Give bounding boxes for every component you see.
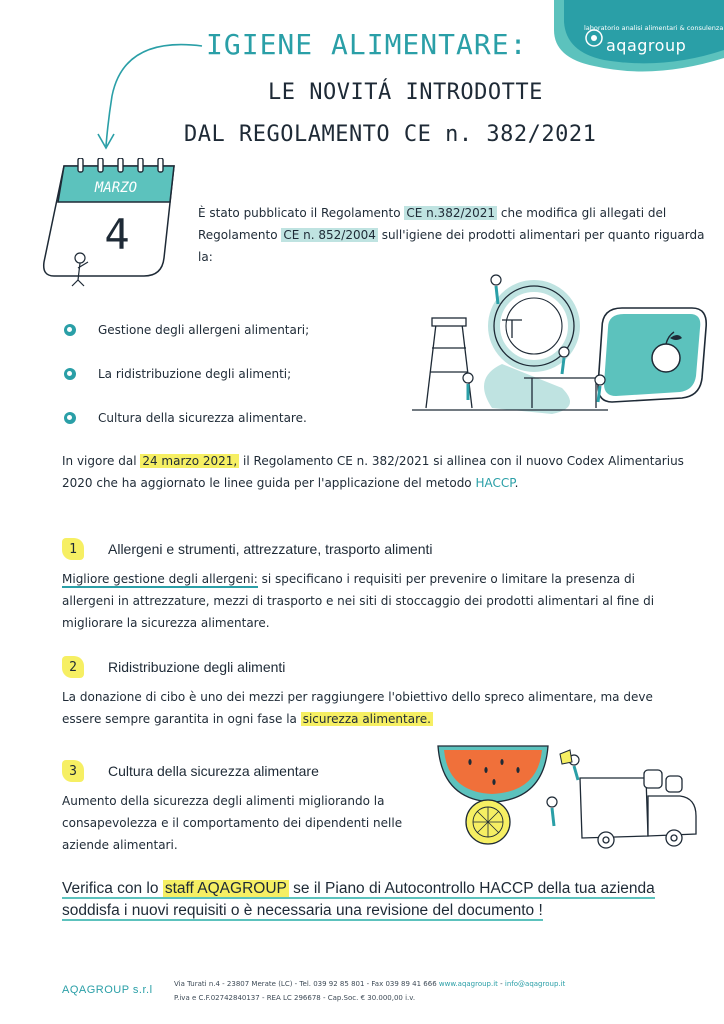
list-item bbox=[64, 362, 404, 386]
footer-separator: - bbox=[497, 980, 505, 988]
regulation-highlight-2: CE n. 852/2004 bbox=[283, 228, 376, 242]
curved-arrow-icon bbox=[84, 36, 214, 156]
intro-text-3: sull'igiene dei prodotti alimentari per quanto riguarda la: bbox=[198, 228, 705, 264]
cta-text-2: se il Piano di Autocontrollo HACCP della tua azienda soddisfa i nuovi requisiti o è necessaria una revisione del documento ! bbox=[62, 880, 655, 919]
footer-address bbox=[174, 980, 565, 988]
section-number-badge: 1 bbox=[62, 538, 84, 560]
section-title: Ridistribuzione degli alimenti bbox=[108, 659, 286, 675]
section-1-text: si specificano i requisiti per prevenire o limitare la presenza di allergeni in attrezzature, mezzi di trasporto e nei siti di stoccaggio dei prodotti alimentari al fine di migliorare la sicurezza alimentare. bbox=[62, 572, 655, 630]
footer-legal: P.iva e C.F.02742840137 - REA LC 296678 - Cap.Soc. € 30.000,00 i.v. bbox=[174, 994, 416, 1002]
footer-website-link[interactable]: www.aqagroup.it bbox=[438, 980, 498, 988]
bullet-icon bbox=[64, 412, 76, 424]
section-title: Allergeni e strumenti, attrezzature, trasporto alimenti bbox=[108, 541, 433, 557]
section-number-badge: 3 bbox=[62, 760, 84, 782]
food-safety-highlight: sicurezza alimentare. bbox=[302, 712, 431, 726]
intro-text-2: che modifica gli allegati del Regolamento bbox=[198, 206, 667, 242]
footer-address-text: Via Turati n.4 - 23807 Merate (LC) - Tel. 039 92 85 801 - Fax 039 89 41 666 bbox=[174, 980, 439, 988]
list-item-label: Gestione degli allergeni alimentari; bbox=[98, 323, 310, 337]
section-title: Cultura della sicurezza alimentare bbox=[108, 763, 319, 779]
call-to-action bbox=[62, 878, 672, 922]
page-title: IGIENE ALIMENTARE: bbox=[206, 28, 528, 61]
topics-list bbox=[64, 318, 404, 450]
bullet-icon bbox=[64, 368, 76, 380]
bullet-icon bbox=[64, 324, 76, 336]
intro-paragraph bbox=[198, 202, 708, 268]
logo-name: aqagroup bbox=[606, 36, 687, 55]
section-2-body bbox=[62, 686, 690, 730]
vigore-text-3: . bbox=[514, 476, 519, 490]
page-subtitle-line1: LE NOVITÁ INTRODOTTE bbox=[268, 80, 543, 105]
section-3-heading bbox=[62, 760, 319, 782]
section-1-heading bbox=[62, 538, 432, 560]
footer-email-link[interactable]: info@aqagroup.it bbox=[504, 980, 566, 988]
list-item-label: La ridistribuzione degli alimenti; bbox=[98, 367, 292, 381]
list-item-label: Cultura della sicurezza alimentare. bbox=[98, 411, 307, 425]
page-subtitle-line2: DAL REGOLAMENTO CE n. 382/2021 bbox=[184, 122, 597, 147]
staff-highlight: staff AQAGROUP bbox=[164, 880, 287, 897]
section-number-badge: 2 bbox=[62, 656, 84, 678]
footer-company-name: AQAGROUP s.r.l bbox=[62, 984, 153, 996]
section-3-body bbox=[62, 790, 432, 856]
watermelon-truck-illustration-icon bbox=[430, 740, 710, 850]
cta-text-1: Verifica con lo bbox=[62, 880, 163, 897]
section-1-body bbox=[62, 568, 690, 634]
section-1-lead: Migliore gestione degli allergeni: bbox=[62, 572, 258, 586]
calendar-month: MARZO bbox=[94, 180, 138, 196]
section-2-text: La donazione di cibo è uno dei mezzi per raggiungere l'obiettivo dello spreco alimentare, ma deve essere sempre garantita in ogni fase la bbox=[62, 690, 653, 726]
section-3-text: Aumento della sicurezza degli alimenti migliorando la consapevolezza e il comportamento dei dipendenti nelle aziende alimentari. bbox=[62, 794, 403, 852]
vigore-text-1: In vigore dal bbox=[62, 454, 141, 468]
regulation-highlight-1: CE n.382/2021 bbox=[406, 206, 496, 220]
vigore-text-2: il Regolamento CE n. 382/2021 si allinea con il nuovo Codex Alimentarius 2020 che ha aggiornato le linee guida per l'applicazione del metodo bbox=[62, 454, 684, 490]
section-2-heading bbox=[62, 656, 285, 678]
logo-tagline: laboratorio analisi alimentari & consulenza bbox=[584, 24, 724, 32]
intro-text-1: È stato pubblicato il Regolamento bbox=[198, 206, 405, 220]
list-item bbox=[64, 318, 404, 342]
effective-date-paragraph bbox=[62, 450, 690, 494]
calendar-day: 4 bbox=[104, 210, 130, 259]
effective-date-highlight: 24 marzo 2021, bbox=[142, 454, 238, 468]
aqagroup-logo bbox=[534, 0, 724, 80]
magnifier-illustration-icon bbox=[412, 268, 712, 418]
list-item bbox=[64, 406, 404, 430]
haccp-method: HACCP bbox=[475, 476, 515, 490]
